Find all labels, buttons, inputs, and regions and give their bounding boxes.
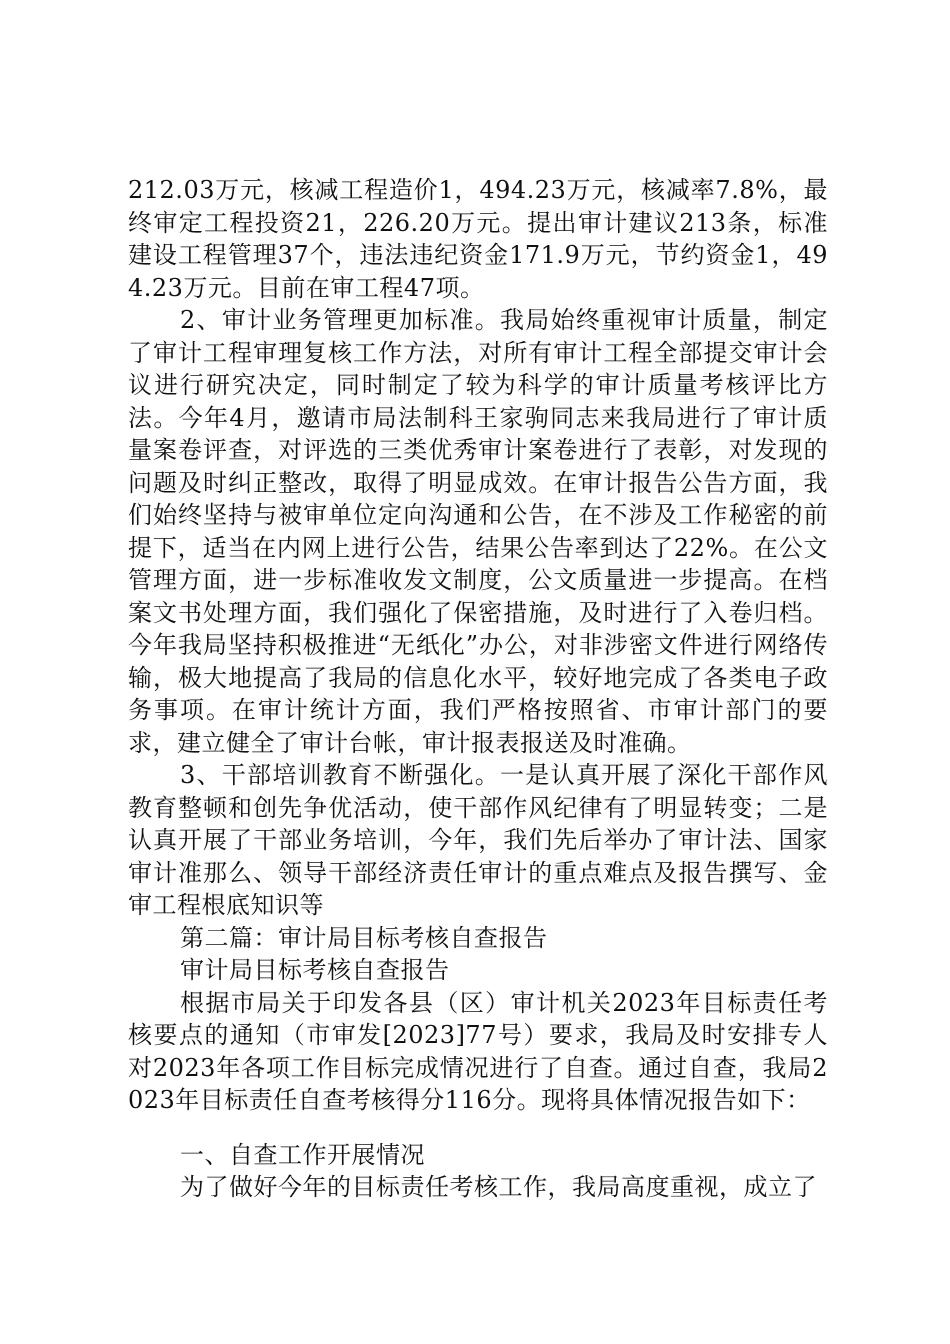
paragraph-report-intro: 根据市局关于印发各县（区）审计机关2023年目标责任考核要点的通知（市审发[2023]77号）要求，我局及时安排专人对2023年各项工作目标完成情况进行了自查。通过自查，我局2023年目标责任自查考核得分116分。现将具体情况报告如下： — [128, 988, 828, 1114]
paragraph-audit-results: 212.03万元，核减工程造价1，494.23万元，核减率7.8%，最终审定工程投资21，226.20万元。提出审计建议213条，标准建设工程管理37个，违法违纪资金171.9万元，节约资金1，494.23万元。目前在审工程47项。 — [128, 176, 828, 302]
paragraph-gap — [128, 1117, 828, 1139]
section-title-part-two: 第二篇：审计局目标考核自查报告 — [180, 923, 548, 952]
paragraph-cadre-training: 3、干部培训教育不断强化。一是认真开展了深化干部作风教育整顿和创先争优活动，使干部作风纪律有了明显转变；二是认真开展了干部业务培训，今年，我们先后举办了审计法、国家审计准那么、领导干部经济责任审计的重点难点及报告撰写、金审工程根底知识等 — [128, 761, 828, 919]
document-body — [128, 174, 828, 1204]
section-heading-self-check: 一、自查工作开展情况 — [180, 1140, 425, 1169]
paragraph-business-management: 2、审计业务管理更加标准。我局始终重视审计质量，制定了审计工程审理复核工作方法，对所有审计工程全部提交审计会议进行研究决定，同时制定了较为科学的审计质量考核评比方法。今年4月，邀请市局法制科王家驹同志来我局进行了审计质量案卷评查，对评选的三类优秀审计案卷进行了表彰，对发现的问题及时纠正整改，取得了明显成效。在审计报告公告方面，我们始终坚持与被审单位定向沟通和公告，在不涉及工作秘密的前提下，适当在内网上进行公告，结果公告率到达了22%。在公文管理方面，进一步标准收发文制度，公文质量进一步提高。在档案文书处理方面，我们强化了保密措施，及时进行了入卷归档。今年我局坚持积极推进“无纸化”办公，对非涉密文件进行网络传输，极大地提高了我局的信息化水平，较好地完成了各类电子政务事项。在审计统计方面，我们严格按照省、市审计部门的要求，建立健全了审计台帐，审计报表报送及时准确。 — [128, 306, 828, 757]
paragraph-self-check-start: 为了做好今年的目标责任考核工作，我局高度重视，成立了 — [180, 1173, 817, 1201]
report-title: 审计局目标考核自查报告 — [180, 956, 450, 984]
